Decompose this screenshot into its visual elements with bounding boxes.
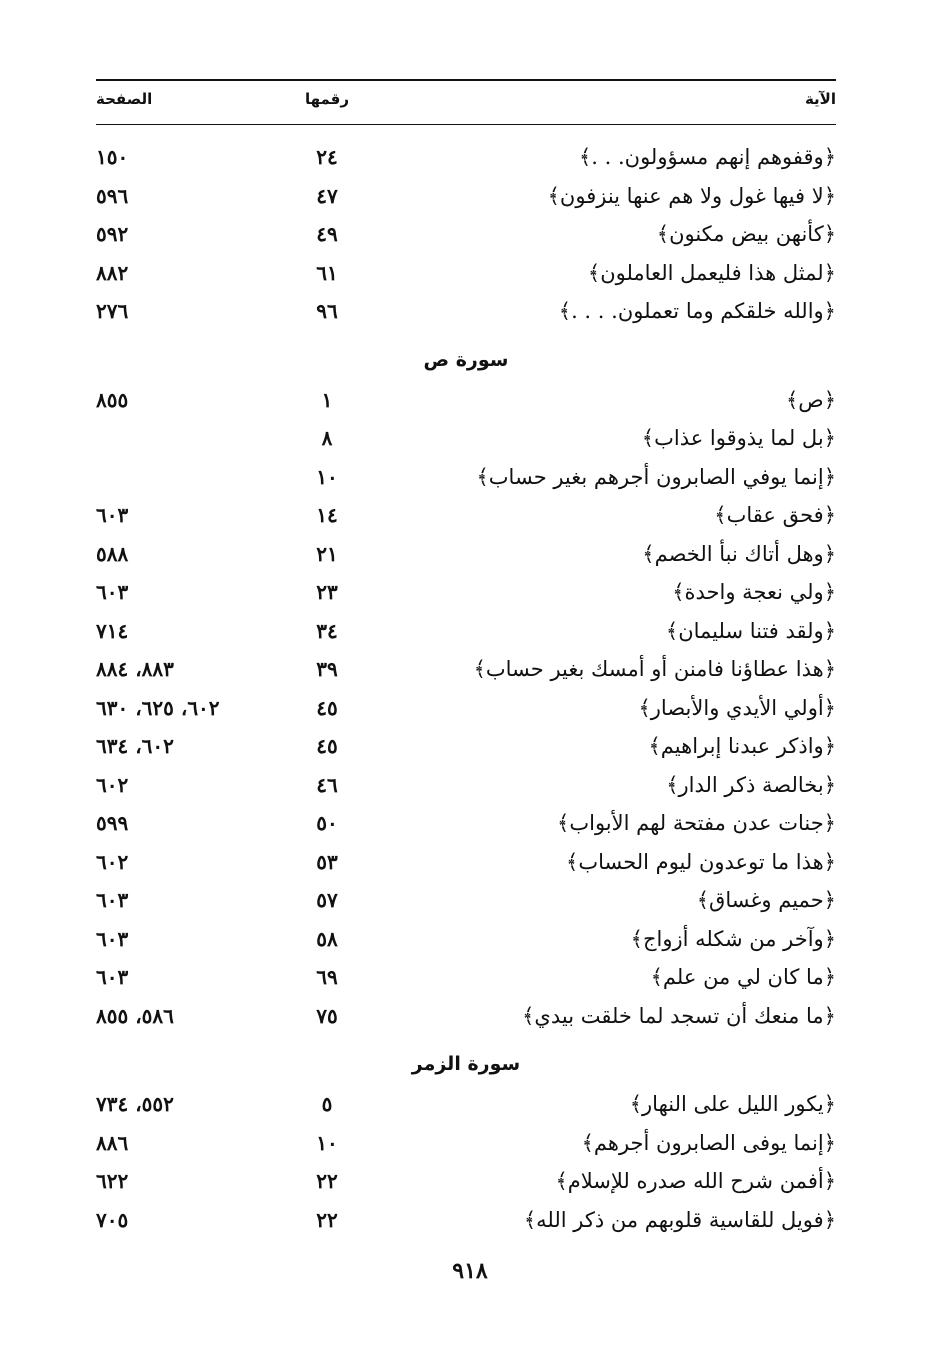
index-row	[96, 958, 836, 997]
verse-text: ﴿وآخر من شكله أزواج﴾	[630, 926, 836, 951]
verse-number: ٥	[321, 1092, 333, 1116]
verse-text: ﴿لمثل هذا فليعمل العاملون﴾	[587, 260, 836, 285]
page-references-text: ٥٩٢	[96, 222, 129, 246]
page-references	[96, 1162, 286, 1200]
verse-number: ٢١	[316, 541, 338, 566]
page-references-text: ٢٧٦	[96, 299, 129, 323]
verse-number: ٧٥	[316, 1003, 338, 1028]
column-header-verse: الآية	[804, 90, 836, 108]
section-gap	[96, 1035, 836, 1043]
index-row	[96, 381, 836, 420]
verse-text: ﴿لا فيها غول ولا هم عنها ينزفون﴾	[547, 183, 836, 208]
verse-number: ١	[321, 387, 333, 412]
page-references-text: ٥٩٩	[96, 811, 129, 835]
column-header-page: الصفحة	[96, 90, 153, 108]
page-references-text: ٧١٤	[96, 618, 129, 643]
verse-number: ٩٦	[316, 299, 338, 323]
page-references	[96, 727, 286, 765]
index-row	[96, 997, 836, 1036]
index-row	[96, 920, 836, 959]
page-references	[96, 215, 286, 253]
verse-number: ١٤	[316, 503, 338, 527]
verse-text: ﴿هذا عطاؤنا فامنن أو أمسك بغير حساب﴾	[473, 657, 836, 681]
verse-text: ﴿والله خلقكم وما تعملون. . . .﴾	[558, 299, 836, 323]
verse-text: ﴿إنما يوفى الصابرون أجرهم﴾	[581, 1130, 836, 1155]
verse-text: ﴿بخالصة ذكر الدار﴾	[666, 772, 836, 797]
page-references	[96, 766, 286, 804]
page-references-text: ٦٠٣	[96, 965, 129, 989]
verse-text: ﴿أفمن شرح الله صدره للإسلام﴾	[555, 1169, 836, 1193]
page-references-text: ٦٢٢	[96, 1169, 129, 1193]
verse-number: ٤٥	[316, 695, 338, 720]
page-references-text: ٦٠٣	[96, 888, 129, 912]
page-references	[96, 881, 286, 919]
page-references	[96, 138, 286, 176]
index-row	[96, 843, 836, 882]
verse-number: ٢٤	[316, 145, 338, 169]
page-references-text: ٥٩٦	[96, 183, 129, 208]
verse-text: ﴿ما منعك أن تسجد لما خلقت بيدي﴾	[522, 1003, 836, 1028]
page-references	[96, 1085, 286, 1123]
header-bottom-rule	[96, 124, 836, 125]
verse-text: ﴿وهل أتاك نبأ الخصم﴾	[642, 541, 836, 566]
verse-text: ﴿وقفوهم إنهم مسؤولون. . .﴾	[578, 145, 836, 169]
verse-number: ٥٠	[316, 811, 338, 835]
verse-text: ﴿كأنهن بيض مكنون﴾	[656, 222, 836, 246]
verse-number: ٤٥	[316, 734, 338, 758]
verse-text: ﴿ص﴾	[786, 387, 836, 412]
page-references	[96, 612, 286, 650]
verse-number: ٣٩	[316, 657, 338, 681]
header-top-rule	[96, 79, 836, 81]
index-row	[96, 138, 836, 177]
index-row	[96, 650, 836, 689]
index-row	[96, 419, 836, 458]
index-row	[96, 1201, 836, 1240]
page-references	[96, 573, 286, 611]
verse-number: ٥٣	[316, 849, 338, 874]
verse-number: ٢٢	[316, 1169, 338, 1193]
verse-text: ﴿ولي نعجة واحدة﴾	[672, 580, 836, 604]
page-references	[96, 381, 286, 419]
verse-text: ﴿ولقد فتنا سليمان﴾	[665, 618, 836, 643]
index-row	[96, 254, 836, 293]
page-references	[96, 419, 286, 457]
index-row	[96, 496, 836, 535]
verse-number: ٨	[321, 426, 333, 450]
page-references-text: ٥٨٨	[96, 541, 129, 566]
verse-number: ٤٩	[316, 222, 338, 246]
page-references	[96, 254, 286, 292]
verse-text: ﴿فويل للقاسية قلوبهم من ذكر الله﴾	[523, 1207, 836, 1232]
index-row	[96, 292, 836, 331]
verse-text: ﴿فحق عقاب﴾	[714, 503, 836, 527]
index-row	[96, 1124, 836, 1163]
verse-number: ٢٢	[316, 1207, 338, 1232]
page-number: ٩١٨	[452, 1258, 488, 1284]
verse-number: ٤٦	[316, 772, 338, 797]
verse-index-list	[96, 138, 836, 1239]
verse-text: ﴿بل لما يذوقوا عذاب﴾	[641, 426, 836, 450]
page-references-text: ٨٨٢	[96, 260, 129, 285]
page-references-text: ٦٠٢، ٦٣٤	[96, 734, 174, 758]
page-references	[96, 804, 286, 842]
verse-text: ﴿جنات عدن مفتحة لهم الأبواب﴾	[557, 811, 836, 835]
page-references	[96, 1124, 286, 1162]
verse-number: ١٠	[316, 1130, 338, 1155]
index-row	[96, 727, 836, 766]
page-references-text: ٥٨٦، ٨٥٥	[96, 1003, 174, 1028]
surah-title: سورة ص	[423, 348, 509, 371]
index-row	[96, 458, 836, 497]
verse-text: ﴿أولي الأيدي والأبصار﴾	[638, 695, 836, 720]
index-row	[96, 804, 836, 843]
section-gap	[96, 331, 836, 339]
index-row	[96, 612, 836, 651]
page-references	[96, 843, 286, 881]
verse-number: ٣٤	[316, 618, 338, 643]
index-row	[96, 573, 836, 612]
page-references	[96, 496, 286, 534]
page-references	[96, 535, 286, 573]
index-row	[96, 177, 836, 216]
verse-text: ﴿ما كان لي من علم﴾	[650, 965, 836, 989]
page-references-text: ٦٠٣	[96, 926, 129, 951]
page-references-text: ٦٠٢، ٦٢٥، ٦٣٠	[96, 695, 220, 720]
verse-text: ﴿يكور الليل على النهار﴾	[629, 1092, 836, 1116]
page-references-text: ٨٨٣، ٨٨٤	[96, 657, 174, 681]
verse-number: ٦٩	[316, 965, 338, 989]
column-header-number: رقمها	[304, 90, 350, 108]
surah-title: سورة الزمر	[411, 1053, 521, 1075]
verse-text: ﴿واذكر عبدنا إبراهيم﴾	[648, 734, 836, 758]
verse-number: ٥٧	[316, 888, 338, 912]
page-references-text: ٨٨٦	[96, 1130, 129, 1155]
page-references	[96, 958, 286, 996]
page-references-text: ١٥٠	[96, 145, 129, 169]
index-row	[96, 535, 836, 574]
page-references-text: ٦٠٣	[96, 503, 129, 527]
surah-heading-row	[96, 1043, 836, 1085]
verse-number: ١٠	[316, 464, 338, 489]
page-references-text: ٦٠٢	[96, 772, 129, 797]
index-row	[96, 1162, 836, 1201]
index-row	[96, 881, 836, 920]
index-row	[96, 1085, 836, 1124]
page-references	[96, 458, 286, 496]
page-references-text: ٥٥٢، ٧٣٤	[96, 1092, 174, 1116]
page-references	[96, 292, 286, 330]
page-references	[96, 650, 286, 688]
verse-text: ﴿حميم وغساق﴾	[696, 888, 836, 912]
index-row	[96, 766, 836, 805]
page-references-text: ٦٠٢	[96, 849, 129, 874]
verse-number: ٦١	[316, 260, 338, 285]
verse-text: ﴿هذا ما توعدون ليوم الحساب﴾	[566, 849, 836, 874]
page-references-text: ٧٠٥	[96, 1207, 129, 1232]
verse-number: ٢٣	[316, 580, 338, 604]
verse-text: ﴿إنما يوفي الصابرون أجرهم بغير حساب﴾	[476, 464, 836, 489]
surah-heading-row	[96, 339, 836, 381]
page-references	[96, 920, 286, 958]
index-row	[96, 689, 836, 728]
index-row	[96, 215, 836, 254]
verse-number: ٥٨	[316, 926, 338, 951]
page-references	[96, 997, 286, 1035]
page-references-text: ٨٥٥	[96, 387, 129, 412]
page-references	[96, 689, 286, 727]
page-references	[96, 177, 286, 215]
verse-number: ٤٧	[316, 183, 338, 208]
page-references	[96, 1201, 286, 1239]
page-references-text: ٦٠٣	[96, 580, 129, 604]
